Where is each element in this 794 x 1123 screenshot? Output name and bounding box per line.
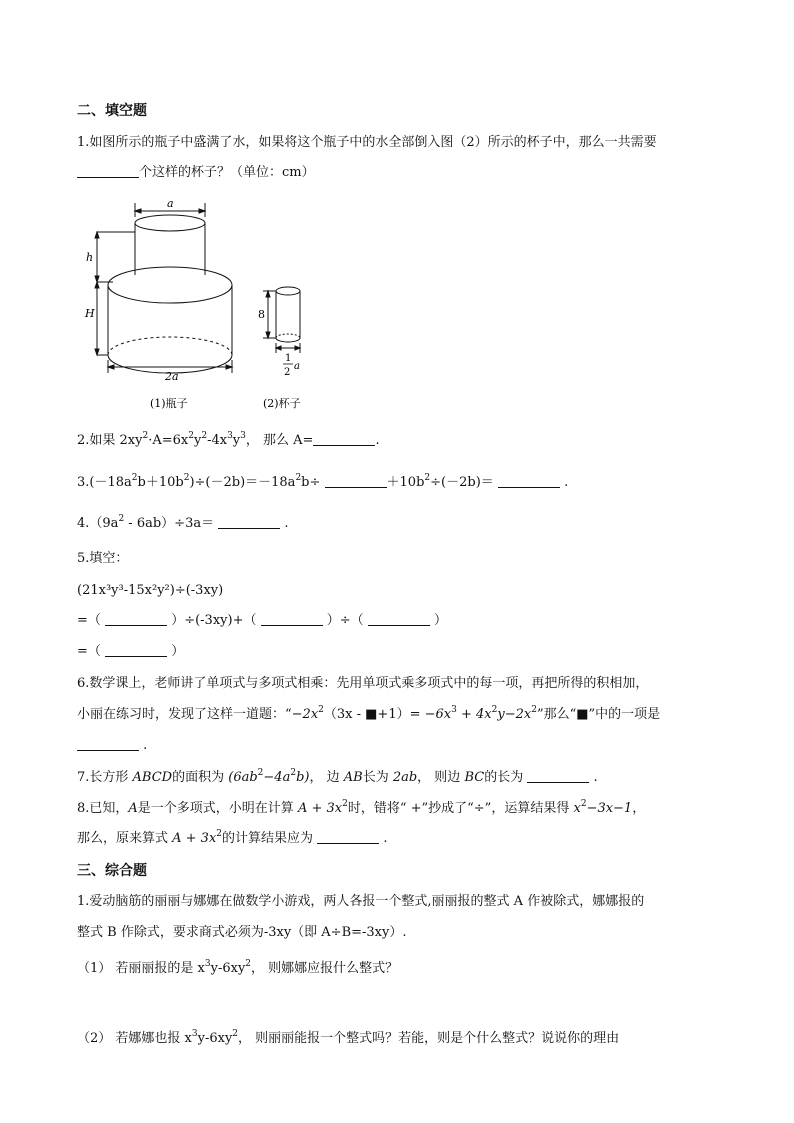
q7-math: BC bbox=[464, 770, 485, 785]
q3-text: 3.(－18a bbox=[77, 475, 132, 490]
c1-text: y-6xy bbox=[197, 1031, 233, 1046]
q6-text: （3x - ■+1） bbox=[323, 707, 410, 722]
q7-text: . bbox=[593, 770, 598, 785]
c1-line2: 整式 B 作除式，要求商式必须为-3xy（即 A÷B=-3xy）. bbox=[77, 925, 407, 940]
c1-line1: 1.爱动脑筋的丽丽与娜娜在做数学小游戏，两人各报一个整式,丽丽报的整式 A 作被除式，娜娜报的 bbox=[77, 894, 645, 909]
section-title-comprehensive: 三、综合题 bbox=[77, 863, 147, 879]
q5-text: ）÷（ bbox=[326, 613, 364, 628]
c1-exp: 3 bbox=[191, 1029, 198, 1039]
c1-text: ， 则丽丽能报一个整式吗？若能，则是个什么整式？说说你的理由 bbox=[238, 1031, 620, 1046]
q6-exp: 2 bbox=[491, 705, 498, 715]
q8-math: A + 3x bbox=[297, 801, 343, 816]
q3-text: ＋10b bbox=[386, 475, 425, 490]
q3-exp: 2 bbox=[131, 473, 138, 483]
answer-blank[interactable] bbox=[317, 830, 379, 844]
q7-math: (6ab bbox=[228, 770, 258, 785]
q7-text: ， 则边 bbox=[417, 770, 465, 785]
answer-blank[interactable] bbox=[527, 769, 589, 783]
q3-exp: 2 bbox=[424, 473, 431, 483]
label-half-a: a bbox=[294, 361, 300, 372]
q6-text: . bbox=[143, 738, 148, 753]
q6-math: + 4x bbox=[456, 707, 492, 722]
answer-blank[interactable] bbox=[77, 737, 139, 751]
q6-text: 小丽在练习时，发现了这样一道题：“ bbox=[77, 707, 292, 722]
q2-exp: 2 bbox=[188, 431, 194, 441]
q2-exp: 2 bbox=[142, 431, 149, 441]
c1-sub1 bbox=[77, 960, 398, 978]
q2-line bbox=[77, 432, 380, 450]
q3-text: . bbox=[564, 475, 569, 490]
q8-line2 bbox=[77, 830, 387, 848]
q1-line2-text: 个这样的杯子？（单位：cm） bbox=[139, 165, 315, 180]
q8-math: A + 3x bbox=[172, 831, 217, 846]
q6-exp: 2 bbox=[531, 705, 537, 715]
answer-blank[interactable] bbox=[218, 515, 280, 529]
answer-blank[interactable] bbox=[313, 432, 375, 446]
q7-exp: 2 bbox=[290, 768, 297, 778]
q8-text: 8.已知， bbox=[77, 801, 129, 816]
q7-text: 的面积为 bbox=[172, 770, 229, 785]
label-a: a bbox=[167, 197, 174, 210]
q1-line2 bbox=[77, 164, 315, 182]
q5-row2 bbox=[77, 643, 184, 661]
q2-text: y bbox=[232, 433, 241, 448]
q7-math: AB bbox=[343, 770, 363, 785]
q2-exp: 3 bbox=[240, 431, 246, 441]
q6-math: y−2x bbox=[497, 707, 532, 722]
q8-math: A bbox=[128, 801, 138, 816]
q5-text: ） bbox=[171, 644, 185, 659]
q6-line3 bbox=[77, 737, 147, 755]
q4-text: 4.（9a bbox=[77, 516, 119, 531]
q7-math: 2ab bbox=[392, 770, 418, 785]
label-half-den: 2 bbox=[284, 367, 291, 378]
q3-text: b÷ bbox=[301, 475, 321, 490]
c1-sub2 bbox=[77, 1030, 619, 1048]
q2-text: ， 那么 A= bbox=[245, 433, 314, 448]
caption-cup: (2)杯子 bbox=[263, 397, 301, 410]
q6-text: ”那么“■”中的一项是 bbox=[536, 707, 661, 722]
q1-figure bbox=[77, 195, 337, 415]
label-8: 8 bbox=[258, 308, 265, 321]
q2-exp: 2 bbox=[201, 431, 208, 441]
q8-text: . bbox=[383, 831, 388, 846]
q3-text: b＋10b bbox=[137, 475, 184, 490]
q5-row1 bbox=[77, 612, 447, 630]
label-H: H bbox=[85, 307, 95, 320]
c1-text: （1） 若丽丽报的是 x bbox=[77, 961, 205, 976]
q8-line1 bbox=[77, 800, 645, 818]
q6-line2 bbox=[77, 706, 660, 724]
answer-blank[interactable] bbox=[368, 612, 430, 626]
c1-exp: 2 bbox=[245, 959, 252, 969]
q7-line bbox=[77, 769, 598, 787]
q7-text: 的长为 bbox=[484, 770, 524, 785]
q6-exp: 3 bbox=[451, 705, 457, 715]
q7-math: −4a bbox=[263, 770, 291, 785]
q4-line bbox=[77, 515, 289, 533]
c1-text: y-6xy bbox=[210, 961, 246, 976]
q8-text: 是一个多项式，小明在计算 bbox=[137, 801, 298, 816]
q2-exp: 3 bbox=[227, 431, 233, 441]
answer-blank[interactable] bbox=[105, 612, 167, 626]
q2-text: y bbox=[193, 433, 202, 448]
section-title-fill: 二、填空题 bbox=[77, 103, 147, 119]
q5-title: 5.填空： bbox=[77, 551, 129, 566]
q8-text: ， bbox=[632, 801, 646, 816]
q7-math: b) bbox=[296, 770, 310, 785]
q6-math: = −6x bbox=[409, 707, 452, 722]
label-half-num: 1 bbox=[285, 353, 292, 364]
q3-exp: 2 bbox=[295, 473, 302, 483]
q5-text: =（ bbox=[77, 613, 101, 628]
q5-text: ） bbox=[433, 613, 447, 628]
q4-text: - 6ab）÷3a＝ bbox=[124, 516, 215, 531]
q2-text: ·A=6x bbox=[148, 433, 189, 448]
c1-exp: 2 bbox=[232, 1029, 239, 1039]
answer-blank[interactable] bbox=[498, 474, 560, 488]
c1-exp: 3 bbox=[204, 959, 211, 969]
q5-text: =（ bbox=[77, 644, 101, 659]
q3-text: ÷(－2b)＝ bbox=[430, 475, 494, 490]
q8-math: x bbox=[573, 801, 581, 816]
q8-text: 时，错将“ +”抄成了“÷”，运算结果得 bbox=[347, 801, 574, 816]
q4-exp: 2 bbox=[118, 514, 125, 524]
q4-text: . bbox=[284, 516, 289, 531]
q8-text: 的计算结果应为 bbox=[222, 831, 314, 846]
answer-blank[interactable] bbox=[261, 612, 323, 626]
q7-exp: 2 bbox=[257, 768, 264, 778]
q8-text: 那么，原来算式 bbox=[77, 831, 173, 846]
q3-line bbox=[77, 474, 568, 492]
q5-expr: (21x³y³-15x²y²)÷(-3xy) bbox=[77, 583, 224, 598]
q8-exp: 2 bbox=[342, 799, 348, 809]
q2-text: 2.如果 2xy bbox=[77, 433, 143, 448]
q8-exp: 2 bbox=[580, 799, 587, 809]
q6-line1: 6.数学课上，老师讲了单项式与多项式相乘：先用单项式乘多项式中的每一项，再把所得的积相加， bbox=[77, 676, 649, 691]
q2-text: . bbox=[375, 433, 380, 448]
q2-text: -4x bbox=[207, 433, 228, 448]
q3-text: )÷(－2b)＝－18a bbox=[189, 475, 296, 490]
q6-exp: 2 bbox=[318, 705, 324, 715]
answer-blank[interactable] bbox=[105, 643, 167, 657]
q3-exp: 2 bbox=[183, 473, 190, 483]
caption-bottle: (1)瓶子 bbox=[150, 397, 188, 410]
q8-exp: 2 bbox=[216, 829, 223, 839]
answer-blank[interactable] bbox=[325, 474, 387, 488]
q8-math: −3x−1 bbox=[586, 801, 633, 816]
label-h: h bbox=[86, 251, 94, 264]
c1-text: ， 则娜娜应报什么整式？ bbox=[251, 961, 399, 976]
q1-line1: 1.如图所示的瓶子中盛满了水，如果将这个瓶子中的水全部倒入图（2）所示的杯子中，那么一共需要 bbox=[77, 135, 657, 150]
q7-text: ， 边 bbox=[309, 770, 344, 785]
q7-text: 长为 bbox=[362, 770, 393, 785]
q6-math: −2x bbox=[291, 707, 319, 722]
q7-text: 7.长方形 bbox=[77, 770, 133, 785]
label-2a: 2a bbox=[165, 370, 179, 383]
q7-math: ABCD bbox=[132, 770, 173, 785]
q5-text: ）÷(-3xy)+（ bbox=[171, 613, 257, 628]
c1-text: （2） 若娜娜也报 x bbox=[77, 1031, 192, 1046]
answer-blank[interactable] bbox=[77, 164, 139, 178]
